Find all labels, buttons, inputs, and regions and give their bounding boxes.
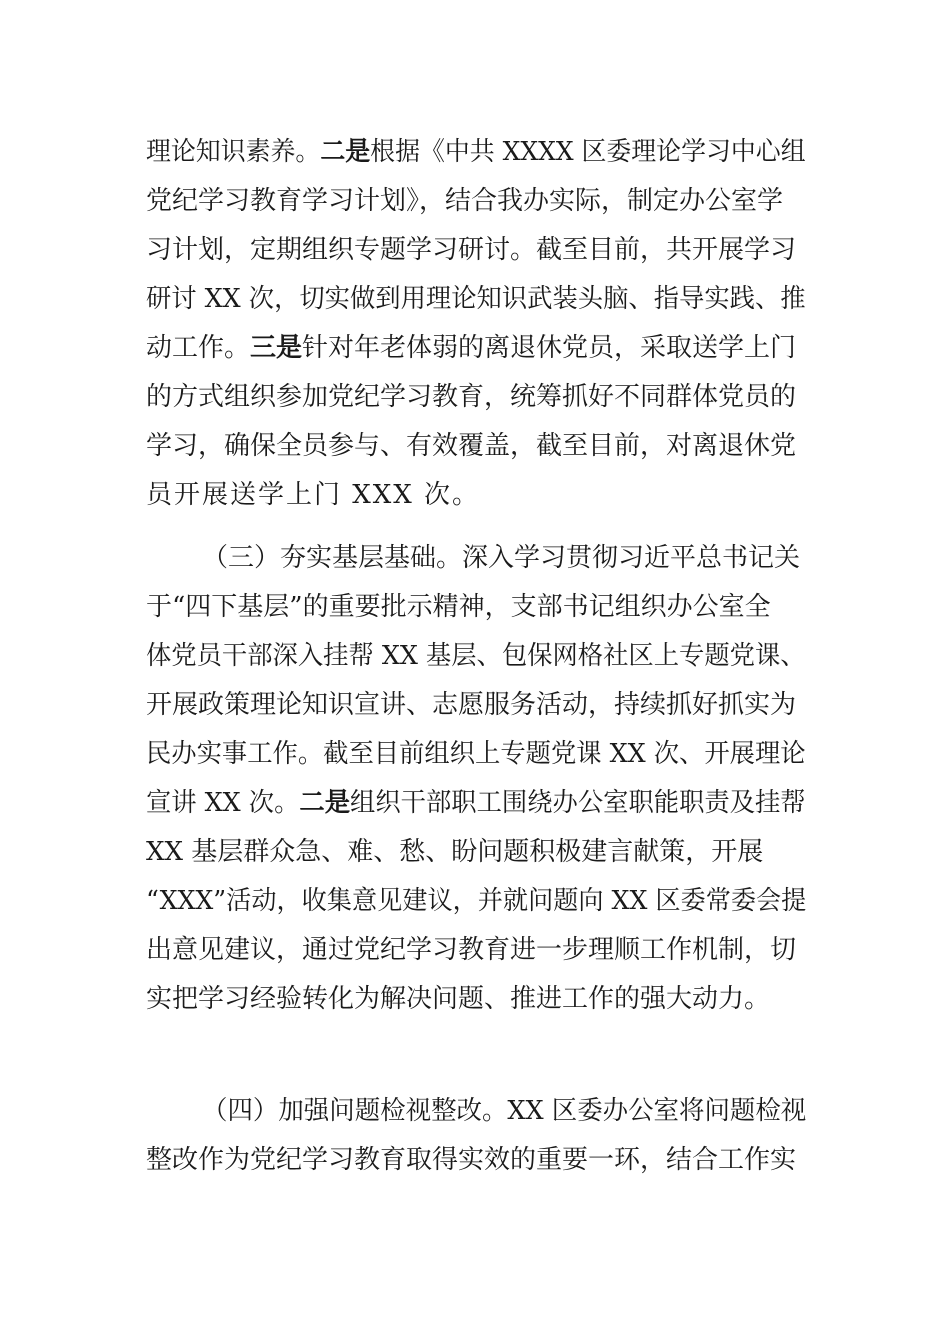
paragraph-3-line-2: 整改作为党纪学习教育取得实效的重要一环，结合工作实 <box>146 1145 797 1175</box>
paragraph-2-line-2: 于“四下基层”的重要批示精神，支部书记组织办公室全 <box>146 592 771 622</box>
paragraph-1-line-7: 学习，确保全员参与、有效覆盖，截至目前，对离退休党 <box>146 431 797 461</box>
paragraph-1-line-6: 的方式组织参加党纪学习教育，统筹抓好不同群体党员的 <box>146 382 797 412</box>
paragraph-2-line-8: “XXX”活动，收集意见建议，并就问题向 XX 区委常委会提 <box>146 886 807 916</box>
paragraph-1-line-2: 党纪学习教育学习计划》，结合我办实际，制定办公室学 <box>146 186 784 216</box>
text-run: 宣讲 XX 次。 <box>146 788 300 818</box>
paragraph-2-line-9: 出意见建议，通过党纪学习教育进一步理顺工作机制，切 <box>146 935 797 965</box>
paragraph-2-line-3: 体党员干部深入挂帮 XX 基层、包保网格社区上专题党课、 <box>146 641 806 671</box>
paragraph-2-line-5: 民办实事工作。截至目前组织上专题党课 XX 次、开展理论 <box>146 739 806 769</box>
bold-ordinal: 二是 <box>299 788 351 818</box>
paragraph-2-line-6 <box>146 786 806 820</box>
paragraph-1-line-4: 研讨 XX 次，切实做到用理论知识武装头脑、指导实践、推 <box>146 284 806 314</box>
paragraph-1-line-5 <box>146 331 796 365</box>
paragraph-2-line-1: （三）夯实基层基础。深入学习贯彻习近平总书记关 <box>202 543 801 573</box>
text-run: 针对年老体弱的离退休党员，采取送学上门 <box>302 333 797 363</box>
paragraph-2-line-7: XX 基层群众急、难、愁、盼问题积极建言献策，开展 <box>146 837 764 867</box>
text-run: 理论知识素养。 <box>146 137 321 167</box>
paragraph-1-line-3: 习计划，定期组织专题学习研讨。截至目前，共开展学习 <box>146 235 797 265</box>
paragraph-1-line-8: 员开展送学上门 XXX 次。 <box>146 480 481 510</box>
text-run: 根据《中共 XXXX 区委理论学习中心组 <box>370 137 806 167</box>
paragraph-2-line-4: 开展政策理论知识宣讲、志愿服务活动，持续抓好抓实为 <box>146 690 797 720</box>
paragraph-1-line-1 <box>146 135 806 169</box>
text-run: 组织干部职工围绕办公室职能职责及挂帮 <box>350 788 806 818</box>
bold-ordinal: 三是 <box>250 333 303 363</box>
text-run: 动工作。 <box>146 333 251 363</box>
paragraph-3-line-1: （四）加强问题检视整改。XX 区委办公室将问题检视 <box>202 1096 807 1126</box>
bold-ordinal: 二是 <box>320 137 371 167</box>
paragraph-2-line-10: 实把学习经验转化为解决问题、推进工作的强大动力。 <box>146 984 771 1014</box>
